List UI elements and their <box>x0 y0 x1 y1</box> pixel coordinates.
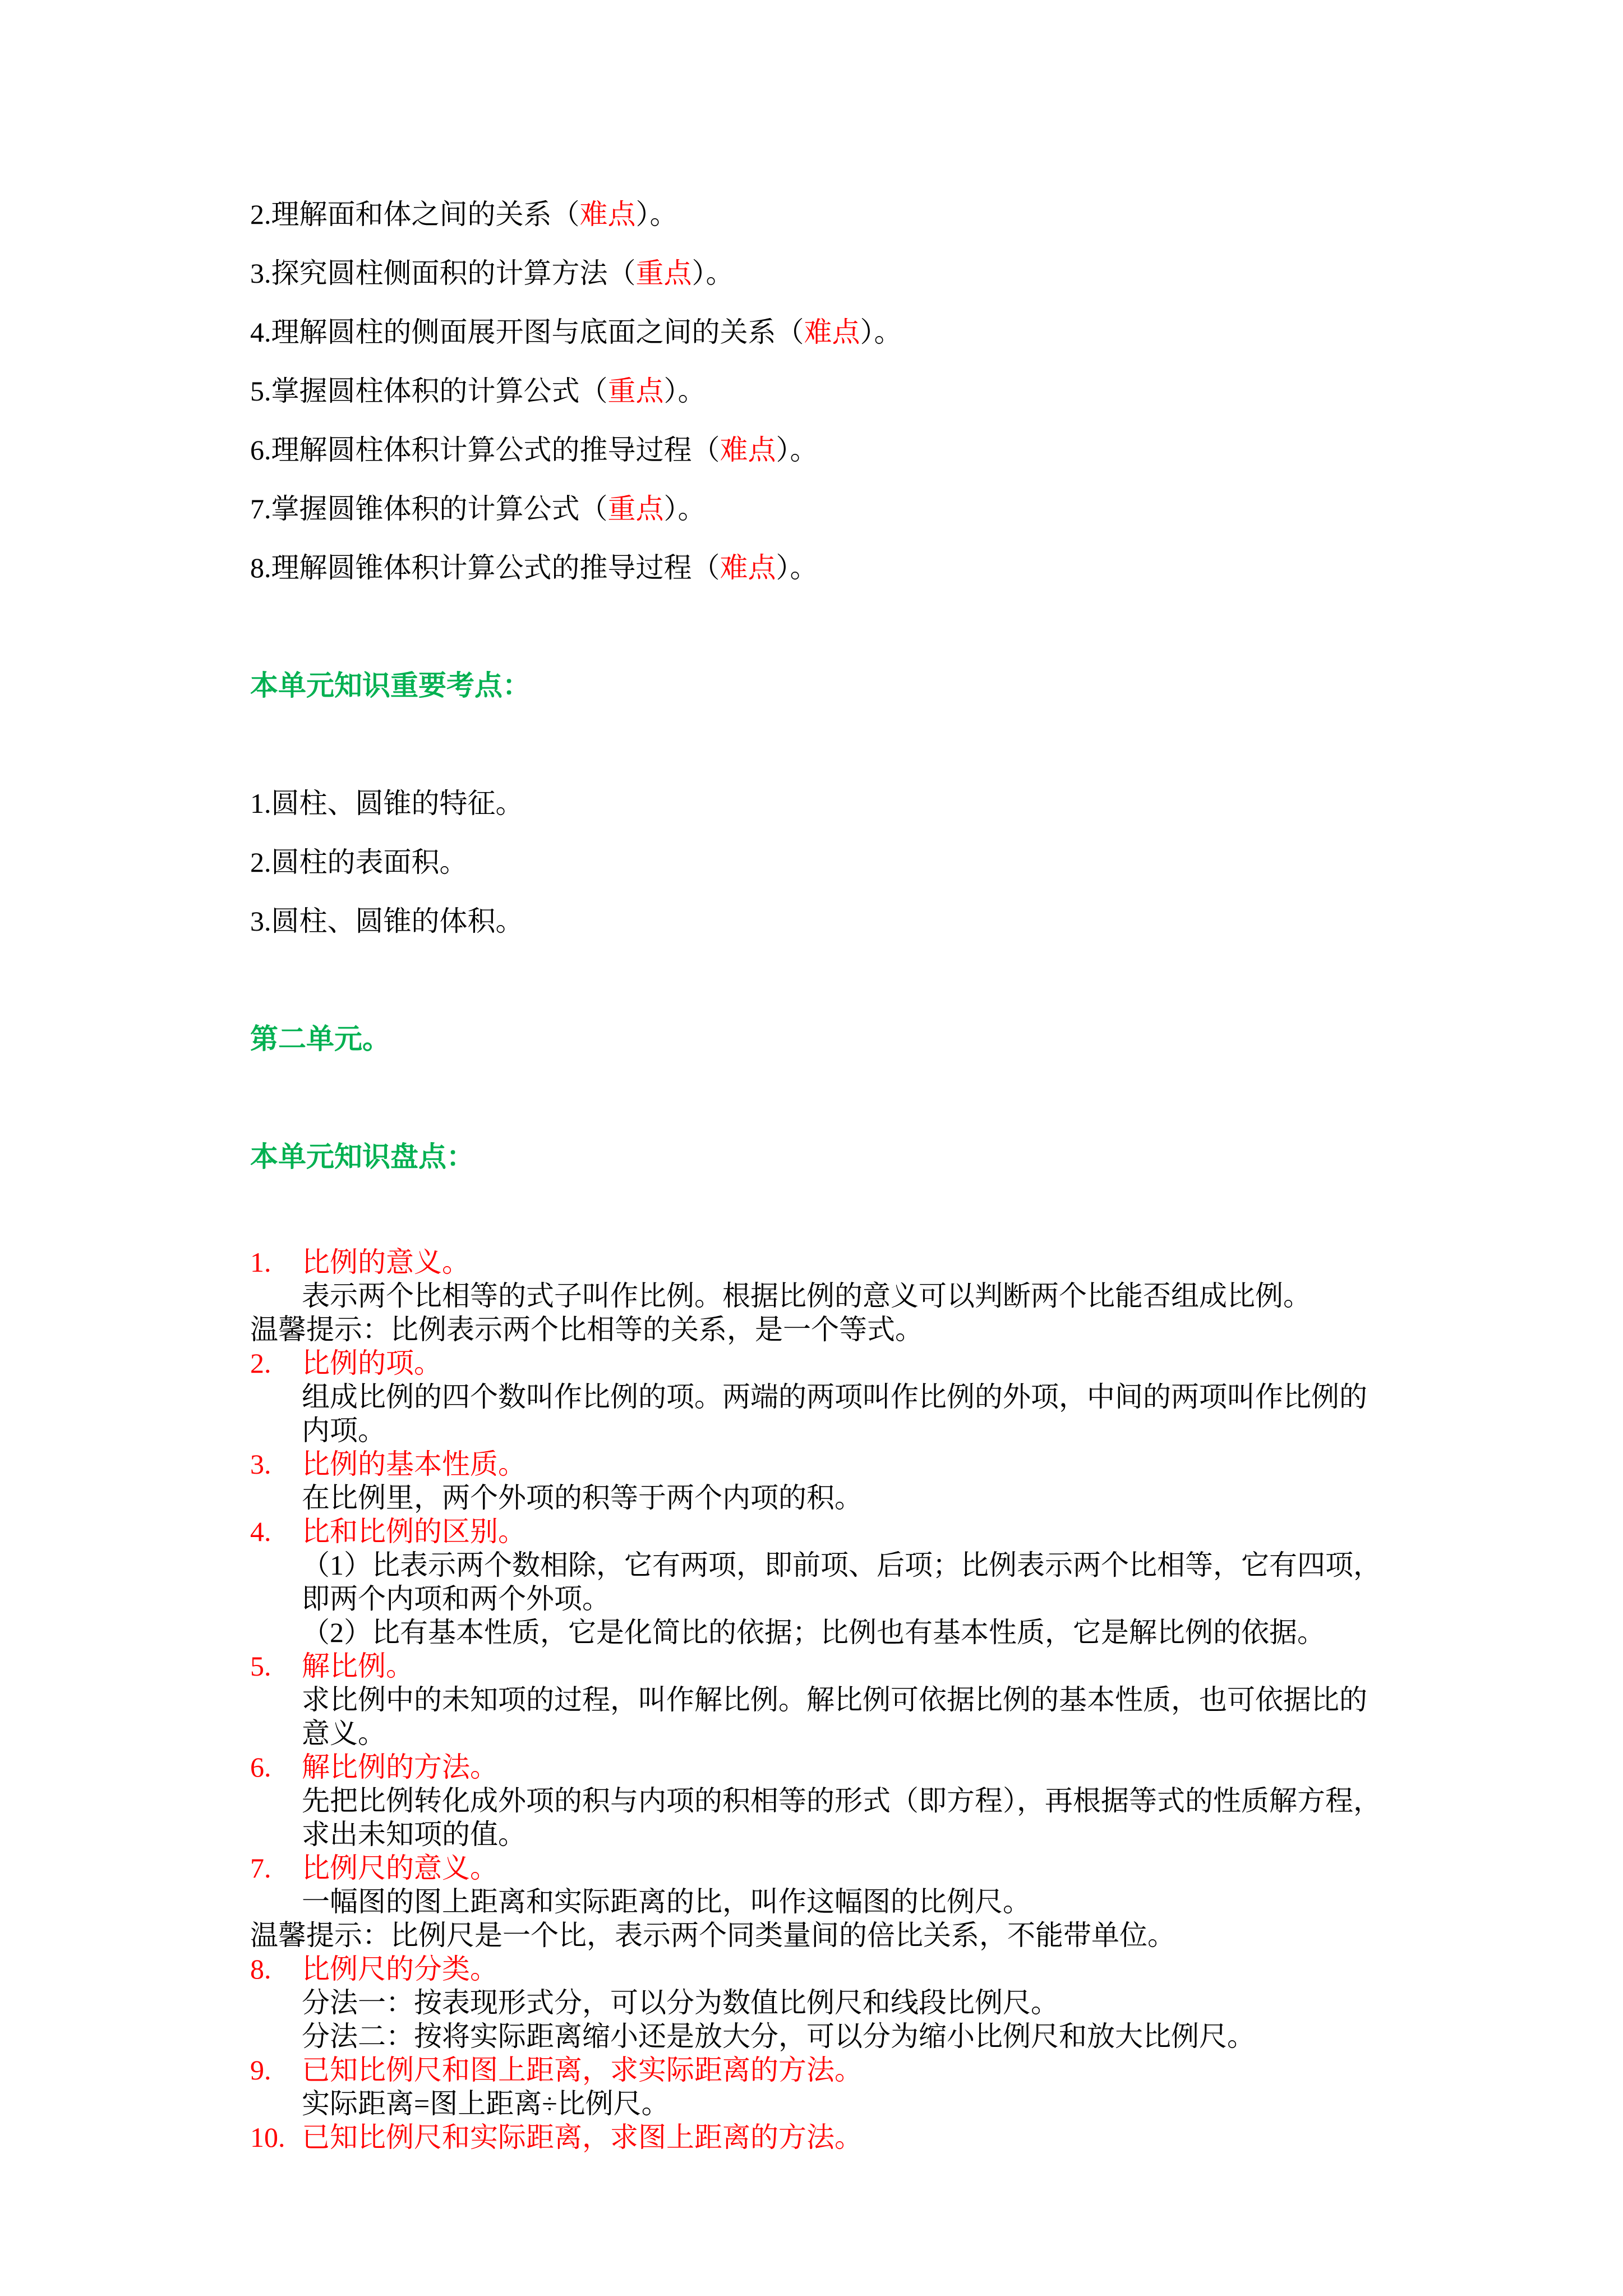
blank-line <box>250 951 1438 1010</box>
text-segment: 已知比例尺和图上距离，求实际距离的方法。 <box>302 2054 863 2086</box>
body-text-line <box>250 1683 1438 1717</box>
text-segment: 先把比例转化成外项的积与内项的积相等的形式（即方程），再根据等式的性质解方程， <box>302 1785 1381 1816</box>
text-segment: 一幅图的图上距离和实际距离的比，叫作这幅图的比例尺。 <box>302 1886 1031 1917</box>
text-segment: ）。 <box>776 552 818 583</box>
text-segment: 比例的意义。 <box>302 1246 470 1278</box>
body-text-line <box>250 1616 1438 1649</box>
list-item <box>250 421 1438 480</box>
text-segment: 8.理解圆锥体积计算公式的推导过程（ <box>250 552 720 583</box>
term-heading <box>250 1649 1438 1683</box>
text-segment: 5.掌握圆柱体积的计算公式（ <box>250 375 608 407</box>
text-segment: 分法二：按将实际距离缩小还是放大分，可以分为缩小比例尺和放大比例尺。 <box>302 2021 1255 2052</box>
list-item <box>250 303 1438 362</box>
list-number: 1. <box>250 1246 271 1278</box>
blank-line <box>250 715 1438 774</box>
text-segment: 内项。 <box>302 1415 386 1446</box>
text-segment: 组成比例的四个数叫作比例的项。两端的两项叫作比例的外项，中间的两项叫作比例的 <box>302 1381 1367 1412</box>
list-item <box>250 892 1438 951</box>
list-number: 5. <box>250 1650 271 1682</box>
blank-line <box>250 597 1438 656</box>
section-heading <box>250 1128 1438 1186</box>
text-segment: 解比例。 <box>302 1650 414 1682</box>
list-number: 4. <box>250 1516 271 1547</box>
text-segment: 4.理解圆柱的侧面展开图与底面之间的关系（ <box>250 316 804 348</box>
text-segment: ）。 <box>860 316 902 348</box>
text-segment: 难点 <box>720 552 776 583</box>
text-segment: 2.理解面和体之间的关系（ <box>250 199 580 230</box>
list-item <box>250 480 1438 539</box>
text-segment: 比例的项。 <box>302 1347 442 1379</box>
list-item <box>250 362 1438 421</box>
body-text-line <box>250 1548 1438 1582</box>
body-text-line <box>250 2019 1438 2053</box>
term-heading <box>250 1447 1438 1481</box>
text-segment: 实际距离=图上距离÷比例尺。 <box>302 2088 670 2119</box>
section-heading <box>250 1010 1438 1069</box>
text-segment: 难点 <box>579 199 636 230</box>
text-segment: 1.圆柱、圆锥的特征。 <box>250 788 524 819</box>
list-number: 10. <box>250 2122 285 2153</box>
list-item <box>250 774 1438 833</box>
text-segment: 表示两个比相等的式子叫作比例。根据比例的意义可以判断两个比能否组成比例。 <box>302 1280 1311 1312</box>
text-segment: 比例尺的分类。 <box>302 1953 498 1985</box>
term-heading <box>250 1346 1438 1380</box>
term-heading <box>250 1515 1438 1548</box>
body-text-line <box>250 1481 1438 1515</box>
text-segment: 难点 <box>720 434 776 466</box>
text-segment: （1）比表示两个数相除，它有两项，即前项、后项；比例表示两个比相等，它有四项， <box>302 1549 1381 1581</box>
text-segment: 3.探究圆柱侧面积的计算方法（ <box>250 257 636 289</box>
text-segment: 在比例里，两个外项的积等于两个内项的积。 <box>302 1482 863 1513</box>
section-heading <box>250 656 1438 715</box>
text-segment: 第二单元。 <box>250 1023 390 1055</box>
body-text-line <box>250 1717 1438 1750</box>
text-segment: 意义。 <box>302 1718 386 1749</box>
tip-line <box>250 1313 1438 1346</box>
text-segment: ）。 <box>635 199 678 230</box>
body-text-line <box>250 1885 1438 1918</box>
text-segment: 重点 <box>635 257 692 289</box>
list-number: 9. <box>250 2054 271 2086</box>
list-item <box>250 539 1438 597</box>
text-segment: 温馨提示：比例表示两个比相等的关系，是一个等式。 <box>250 1314 923 1345</box>
text-segment: 分法一：按表现形式分，可以分为数值比例尺和线段比例尺。 <box>302 1987 1059 2018</box>
body-text-line <box>250 1784 1438 1818</box>
text-segment: 即两个内项和两个外项。 <box>302 1583 610 1614</box>
list-item <box>250 833 1438 892</box>
list-number: 8. <box>250 1953 271 1985</box>
term-heading <box>250 2120 1438 2154</box>
body-text-line <box>250 1582 1438 1616</box>
text-segment: 求出未知项的值。 <box>302 1819 526 1850</box>
list-number: 2. <box>250 1347 271 1379</box>
text-segment: 2.圆柱的表面积。 <box>250 846 468 878</box>
text-segment: ）。 <box>663 493 706 524</box>
term-heading <box>250 1245 1438 1279</box>
text-segment: 本单元知识盘点： <box>250 1141 474 1172</box>
text-segment: 比例尺的意义。 <box>302 1852 498 1884</box>
list-item <box>250 185 1438 244</box>
body-text-line <box>250 1818 1438 1851</box>
body-text-line <box>250 1380 1438 1414</box>
text-segment: 比和比例的区别。 <box>302 1516 526 1547</box>
text-segment: 3.圆柱、圆锥的体积。 <box>250 905 524 937</box>
list-number: 6. <box>250 1751 271 1783</box>
text-segment: 本单元知识重要考点： <box>250 670 531 701</box>
text-segment: 比例的基本性质。 <box>302 1448 526 1480</box>
text-segment: 难点 <box>804 316 860 348</box>
text-segment: ）。 <box>663 375 706 407</box>
text-segment: 7.掌握圆锥体积的计算公式（ <box>250 493 608 524</box>
body-text-line <box>250 1986 1438 2019</box>
text-segment: （2）比有基本性质，它是化简比的依据；比例也有基本性质，它是解比例的依据。 <box>302 1617 1325 1648</box>
text-segment: 已知比例尺和实际距离，求图上距离的方法。 <box>302 2122 863 2153</box>
list-number: 7. <box>250 1852 271 1884</box>
term-heading <box>250 1851 1438 1885</box>
term-heading <box>250 1952 1438 1986</box>
term-heading <box>250 2053 1438 2087</box>
text-segment: 求比例中的未知项的过程，叫作解比例。解比例可依据比例的基本性质，也可依据比的 <box>302 1684 1367 1715</box>
tip-line <box>250 1918 1438 1952</box>
blank-line <box>250 1069 1438 1128</box>
body-text-line <box>250 1414 1438 1447</box>
body-text-line <box>250 2087 1438 2120</box>
text-segment: 温馨提示：比例尺是一个比，表示两个同类量间的倍比关系，不能带单位。 <box>250 1920 1175 1951</box>
text-segment: 解比例的方法。 <box>302 1751 498 1783</box>
term-heading <box>250 1750 1438 1784</box>
text-segment: ）。 <box>691 257 734 289</box>
text-segment: ）。 <box>776 434 818 466</box>
text-segment: 重点 <box>607 493 664 524</box>
body-text-line <box>250 1279 1438 1313</box>
text-segment: 重点 <box>607 375 664 407</box>
list-item <box>250 244 1438 303</box>
text-segment: 6.理解圆柱体积计算公式的推导过程（ <box>250 434 720 466</box>
blank-line <box>250 1186 1438 1245</box>
list-number: 3. <box>250 1448 271 1480</box>
